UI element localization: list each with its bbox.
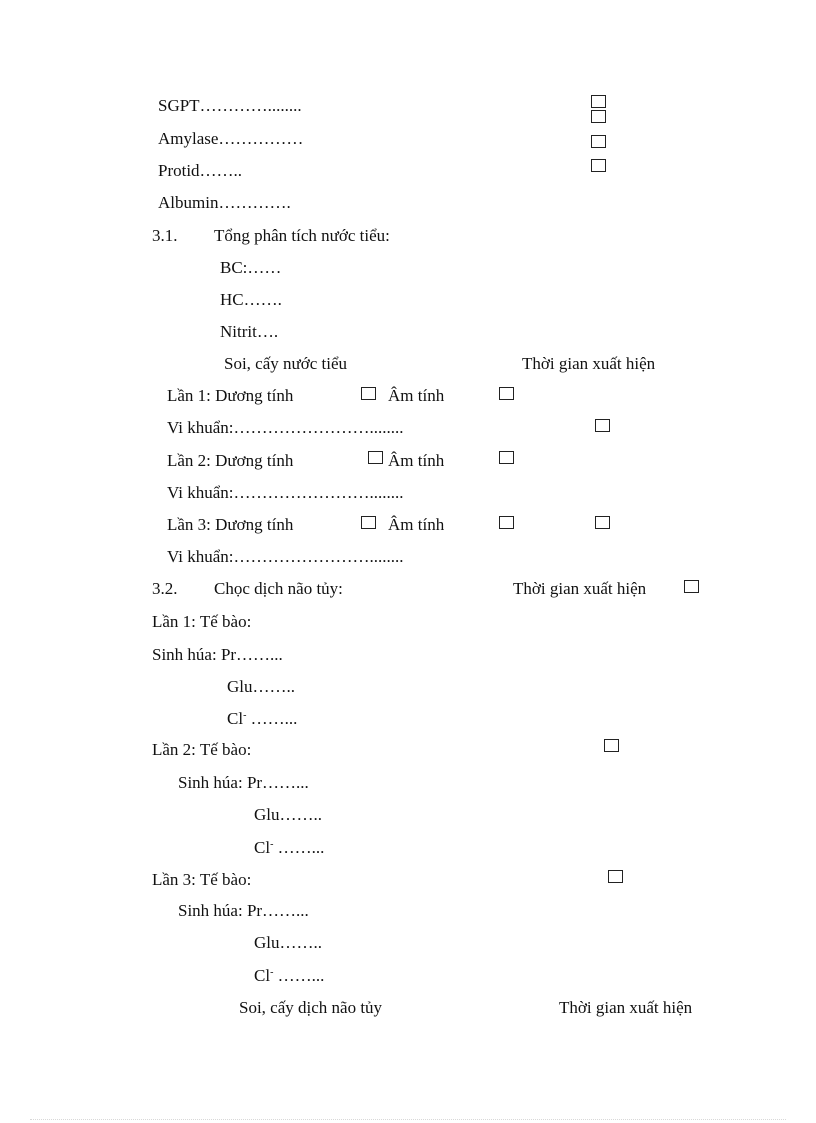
csf-cells-3: Lần 3: Tế bào:: [152, 870, 252, 889]
urine-round3-time-checkbox[interactable]: [595, 516, 610, 529]
csf-glu-2: Glu……..: [254, 805, 322, 824]
csf-cells-1: Lần 1: Tế bào:: [152, 612, 252, 631]
urine-hc: HC…….: [220, 290, 282, 309]
csf-time-label: Thời gian xuất hiện: [513, 579, 647, 598]
csf-time-checkbox[interactable]: [684, 580, 699, 593]
protid-checkbox[interactable]: [591, 159, 606, 172]
csf-round3-checkbox[interactable]: [608, 870, 623, 883]
amylase-field: Amylase……………: [158, 129, 304, 148]
sgpt-checkbox-a[interactable]: [591, 95, 606, 108]
urine-round1-negative-label: Âm tính: [388, 386, 445, 405]
csf-biochem-1: Sinh húa: Pr……...: [152, 645, 283, 664]
sgpt-field: SGPT…………........: [158, 96, 302, 115]
urine-culture-title: Soi, cấy nước tiểu: [224, 354, 348, 373]
csf-cl-1: Cl- ……...: [227, 709, 298, 728]
csf-section-number: 3.2.: [152, 579, 178, 598]
csf-biochem-3: Sinh húa: Pr……...: [178, 901, 309, 920]
urine-round2-negative-label: Âm tính: [388, 451, 445, 470]
urine-round2-negative-checkbox[interactable]: [499, 451, 514, 464]
urine-round2-positive-checkbox[interactable]: [368, 451, 383, 464]
csf-culture-title: Soi, cấy dịch não tủy: [239, 998, 383, 1017]
urine-round1-positive-checkbox[interactable]: [361, 387, 376, 400]
urine-bacteria-1: Vi khuẩn:……………………........: [167, 418, 404, 437]
albumin-field: Albumin………….: [158, 193, 291, 212]
csf-culture-time-label: Thời gian xuất hiện: [559, 998, 693, 1017]
urine-round1-label: Lần 1: Dương tính: [167, 386, 294, 405]
csf-cells-2: Lần 2: Tế bào:: [152, 740, 252, 759]
urine-section-title: Tổng phân tích nước tiểu:: [214, 226, 390, 245]
urine-round3-negative-label: Âm tính: [388, 515, 445, 534]
csf-section-title: Chọc dịch não tủy:: [214, 579, 343, 598]
urine-nitrit: Nitrit….: [220, 322, 279, 341]
urine-time-label: Thời gian xuất hiện: [522, 354, 656, 373]
csf-glu-3: Glu……..: [254, 933, 322, 952]
page-bottom-divider: [30, 1119, 786, 1120]
csf-cl-3: Cl- ……...: [254, 966, 325, 985]
urine-round2-label: Lần 2: Dương tính: [167, 451, 294, 470]
urine-bacteria-2: Vi khuẩn:……………………........: [167, 483, 404, 502]
urine-bacteria-3: Vi khuẩn:……………………........: [167, 547, 404, 566]
urine-section-number: 3.1.: [152, 226, 178, 245]
urine-round1-negative-checkbox[interactable]: [499, 387, 514, 400]
sgpt-checkbox-b[interactable]: [591, 110, 606, 123]
csf-glu-1: Glu……..: [227, 677, 295, 696]
csf-cl-2: Cl- ……...: [254, 838, 325, 857]
urine-round3-positive-checkbox[interactable]: [361, 516, 376, 529]
csf-biochem-2: Sinh húa: Pr……...: [178, 773, 309, 792]
urine-round3-label: Lần 3: Dương tính: [167, 515, 294, 534]
amylase-checkbox[interactable]: [591, 135, 606, 148]
urine-round1-time-checkbox[interactable]: [595, 419, 610, 432]
urine-bc: BC:……: [220, 258, 282, 277]
csf-round2-checkbox[interactable]: [604, 739, 619, 752]
urine-round3-negative-checkbox[interactable]: [499, 516, 514, 529]
protid-field: Protid……..: [158, 161, 243, 180]
